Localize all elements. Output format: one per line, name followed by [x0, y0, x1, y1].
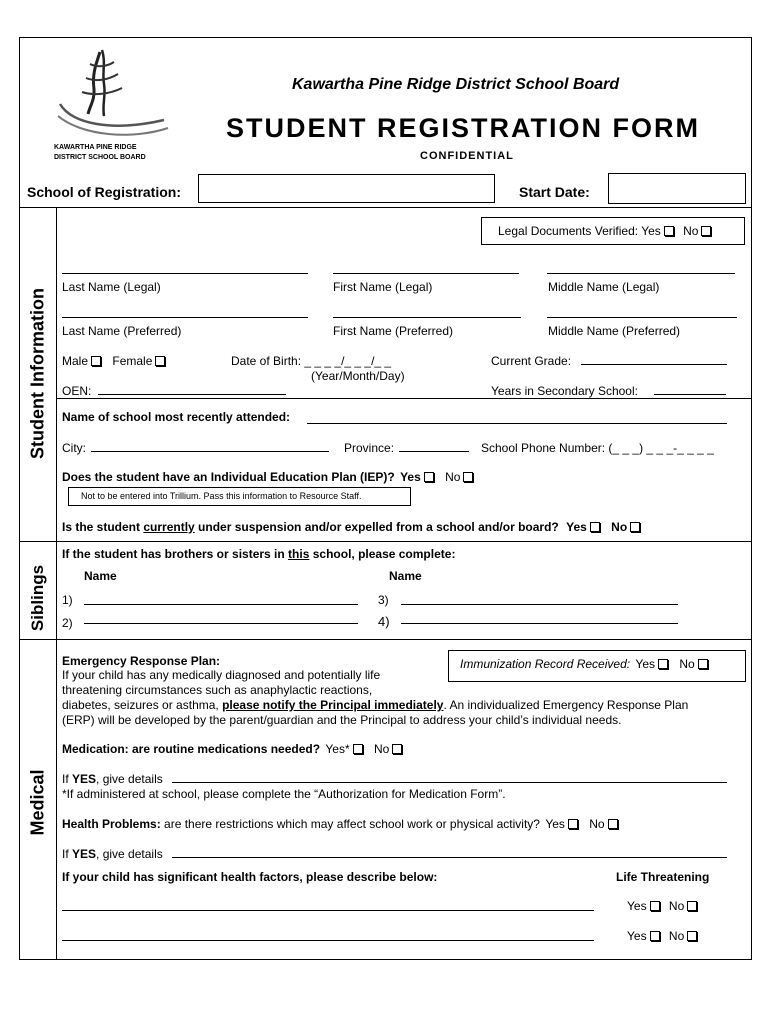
iep-note: Not to be entered into Trillium. Pass this information to Resource Staff. — [81, 491, 362, 501]
male-checkbox[interactable] — [91, 356, 101, 366]
immunization-no-checkbox[interactable] — [698, 659, 708, 669]
sibling-2-line[interactable] — [84, 623, 358, 624]
siblings-prompt-this: this — [288, 547, 310, 561]
start-date-label: Start Date: — [519, 184, 590, 200]
immunization-row — [460, 657, 710, 671]
health-problems-row — [62, 817, 620, 831]
health-details-line[interactable] — [172, 857, 727, 858]
last-pref-label: Last Name (Preferred) — [62, 324, 182, 338]
medication-no-label: No — [373, 742, 390, 756]
sibling-name-header-left: Name — [84, 569, 117, 583]
erp-line-2: threatening circumstances such as anaphylactic reactions, — [62, 683, 373, 697]
oen-line[interactable] — [98, 394, 286, 395]
health-problems-question: are there restrictions which may affect school work or physical activity? — [160, 817, 540, 831]
section-student-info: Student Information — [27, 288, 48, 459]
erp-line-4: (ERP) will be developed by the parent/guardian and the Principal to address your child’s individual needs. — [62, 713, 622, 727]
suspension-no-label: No — [611, 520, 628, 534]
suspension-yes-label: Yes — [566, 520, 587, 534]
immunization-no-label: No — [679, 657, 695, 671]
female-checkbox[interactable] — [155, 356, 165, 366]
factor-2-yes-label: Yes — [627, 929, 647, 943]
student-siblings-divider — [19, 541, 752, 542]
logo-text-1: KAWARTHA PINE RIDGE — [54, 144, 137, 151]
female-label: Female — [112, 354, 153, 368]
medication-details-line[interactable] — [172, 782, 727, 783]
dob-format: (Year/Month/Day) — [311, 369, 405, 383]
label-column-divider — [56, 207, 57, 960]
board-name: Kawartha Pine Ridge District School Board — [292, 76, 620, 93]
factor-2-no-label: No — [668, 929, 685, 943]
factor-1-yes-label: Yes — [627, 899, 647, 913]
first-pref-label: First Name (Preferred) — [333, 324, 454, 338]
erp-notify-principal: please notify the Principal immediately — [222, 698, 444, 712]
factor-2-no-checkbox[interactable] — [687, 931, 697, 941]
suspension-post: under suspension and/or expelled from a school and/or board? — [194, 520, 559, 534]
iep-yes-checkbox[interactable] — [424, 472, 434, 482]
iep-row — [62, 470, 475, 484]
middle-pref-line[interactable] — [547, 317, 737, 318]
legal-docs-yes-checkbox[interactable] — [664, 226, 674, 236]
board-logo — [52, 44, 172, 172]
health-if-yes-pre: If — [62, 847, 73, 861]
student-divider-1 — [56, 398, 752, 399]
last-pref-line[interactable] — [62, 317, 308, 318]
sibling-3-line[interactable] — [401, 604, 678, 605]
medication-row — [62, 742, 404, 756]
siblings-medical-divider — [19, 639, 752, 640]
factor-2-yes-checkbox[interactable] — [650, 931, 660, 941]
current-grade-line[interactable] — [581, 364, 727, 365]
header-divider — [19, 207, 752, 208]
recent-school-line[interactable] — [307, 423, 727, 424]
significant-factors-label: If your child has significant health factors, please describe below: — [62, 870, 438, 884]
erp-line-3 — [62, 698, 688, 712]
health-no-label: No — [589, 817, 605, 831]
start-date-field[interactable] — [608, 173, 746, 204]
iep-no-label: No — [445, 470, 461, 484]
medication-no-checkbox[interactable] — [392, 744, 402, 754]
erp-title: Emergency Response Plan: — [62, 654, 221, 668]
middle-legal-line[interactable] — [547, 273, 735, 274]
iep-question: Does the student have an Individual Education Plan (IEP)? — [62, 470, 395, 484]
suspension-currently: currently — [143, 520, 195, 534]
health-no-checkbox[interactable] — [608, 819, 618, 829]
current-grade-label: Current Grade: — [491, 354, 572, 368]
health-if-yes-bold: YES — [72, 847, 97, 861]
health-factor-1-choice — [627, 899, 699, 913]
medication-yes-label: Yes* — [325, 742, 350, 756]
health-factor-1-line[interactable] — [62, 910, 594, 911]
health-factor-2-line[interactable] — [62, 940, 594, 941]
first-legal-line[interactable] — [333, 273, 519, 274]
medication-question: Medication: are routine medications needed? — [62, 742, 321, 756]
suspension-yes-checkbox[interactable] — [590, 522, 600, 532]
health-yes-label: Yes — [545, 817, 565, 831]
health-factor-2-choice — [627, 929, 699, 943]
sibling-2-label: 2) — [62, 616, 73, 630]
sibling-1-line[interactable] — [84, 604, 358, 605]
first-pref-line[interactable] — [333, 317, 521, 318]
sibling-1-label: 1) — [62, 593, 73, 607]
factor-1-yes-checkbox[interactable] — [650, 901, 660, 911]
recent-school-label: Name of school most recently attended: — [62, 410, 291, 424]
last-legal-label: Last Name (Legal) — [62, 280, 161, 294]
logo-text-2: DISTRICT SCHOOL BOARD — [54, 154, 146, 161]
pine-logo-icon — [52, 44, 172, 144]
sibling-4-label: 4) — [378, 614, 390, 629]
city-label: City: — [62, 441, 86, 455]
years-secondary-line[interactable] — [654, 394, 726, 395]
health-yes-checkbox[interactable] — [568, 819, 578, 829]
oen-label: OEN: — [62, 384, 92, 398]
health-if-yes-post: , give details — [96, 847, 163, 861]
medication-yes-checkbox[interactable] — [353, 744, 363, 754]
sibling-4-line[interactable] — [401, 623, 678, 624]
siblings-prompt-post: school, please complete: — [309, 547, 456, 561]
section-medical: Medical — [27, 769, 48, 836]
legal-docs-label: Legal Documents Verified: Yes — [498, 224, 661, 238]
immunization-yes-label: Yes — [635, 657, 655, 671]
siblings-prompt — [62, 547, 455, 561]
legal-docs-no-label: No — [683, 224, 699, 238]
legal-docs-no-checkbox[interactable] — [701, 226, 711, 236]
life-threatening-header: Life Threatening — [616, 870, 710, 884]
legal-docs-row — [498, 224, 713, 238]
iep-no-checkbox[interactable] — [463, 472, 473, 482]
confidential-label: CONFIDENTIAL — [420, 150, 514, 162]
erp-line-3-post: . An individualized Emergency Response Plan — [443, 698, 689, 712]
middle-legal-label: Middle Name (Legal) — [548, 280, 660, 294]
section-siblings: Siblings — [28, 564, 47, 632]
years-secondary-label: Years in Secondary School: — [491, 384, 638, 398]
province-line[interactable] — [399, 451, 469, 452]
health-problems-label: Health Problems: — [62, 817, 161, 831]
if-yes-bold: YES — [72, 772, 97, 786]
immunization-yes-checkbox[interactable] — [658, 659, 668, 669]
sibling-name-header-right: Name — [389, 569, 422, 583]
school-registration-label: School of Registration: — [27, 184, 181, 200]
first-legal-label: First Name (Legal) — [333, 280, 433, 294]
page-title: STUDENT REGISTRATION FORM — [226, 113, 700, 143]
city-line[interactable] — [91, 451, 329, 452]
factor-1-no-checkbox[interactable] — [687, 901, 697, 911]
school-phone-label: School Phone Number: (_ _ _) _ _ _-_ _ _ _ — [481, 441, 714, 455]
immunization-label: Immunization Record Received: — [460, 657, 631, 671]
last-legal-line[interactable] — [62, 273, 308, 274]
middle-pref-label: Middle Name (Preferred) — [548, 324, 681, 338]
health-details-label — [62, 847, 163, 861]
medication-details-label — [62, 772, 163, 786]
school-registration-field[interactable] — [198, 174, 495, 203]
suspension-pre: Is the student — [62, 520, 144, 534]
dob-label: Date of Birth: _ _ _ _/_ _ _/_ _ — [231, 354, 392, 368]
siblings-prompt-pre: If the student has brothers or sisters in — [62, 547, 289, 561]
erp-line-3-pre: diabetes, seizures or asthma, — [62, 698, 223, 712]
if-yes-post: , give details — [96, 772, 163, 786]
if-yes-pre: If — [62, 772, 73, 786]
iep-yes-label: Yes — [400, 470, 421, 484]
gender-row — [62, 354, 167, 368]
suspension-row — [62, 520, 642, 534]
factor-1-no-label: No — [668, 899, 685, 913]
province-label: Province: — [344, 441, 395, 455]
sibling-3-label: 3) — [378, 593, 389, 607]
male-label: Male — [62, 354, 89, 368]
erp-line-1: If your child has any medically diagnosed and potentially life — [62, 668, 381, 682]
suspension-no-checkbox[interactable] — [630, 522, 640, 532]
authorization-note: *If administered at school, please complete the “Authorization for Medication Form”. — [62, 787, 506, 801]
